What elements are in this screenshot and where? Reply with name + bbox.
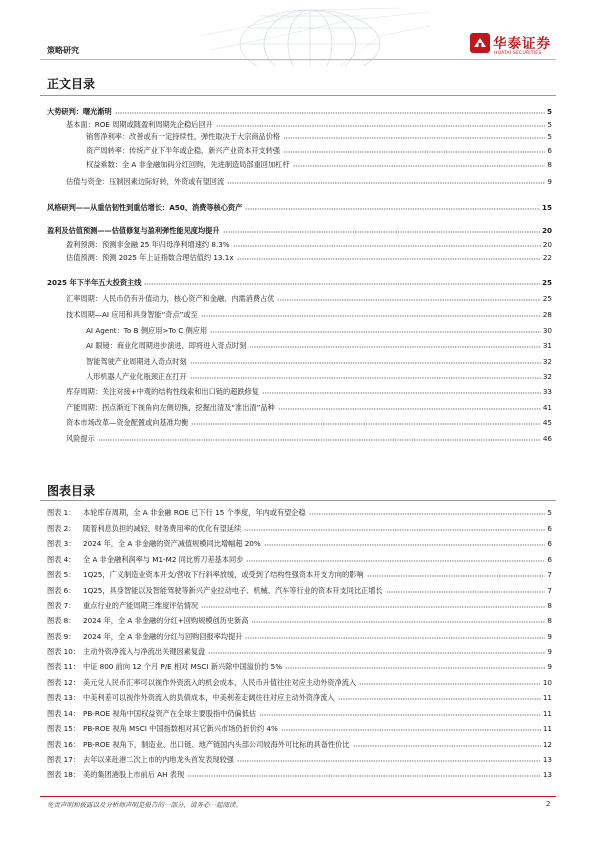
figure-entry[interactable] [47, 629, 552, 641]
figure-page: 9 [547, 647, 552, 656]
toc-entry[interactable] [66, 415, 552, 427]
figure-caption: 1Q25，具身智能以及智能驾驶等新兴产业拉动电子、机械、汽车等行业的资本开支同比正增长 [83, 586, 383, 595]
logo-name-en: HUATAI SECURITIES [494, 51, 542, 56]
toc-leader-dots [277, 299, 540, 301]
figure-number: 图表 13： [47, 693, 80, 702]
figure-caption: PB-ROE 视角下，制造业、出口链、地产链国内头部公司较海外可比标的具备性价比 [83, 740, 350, 749]
figure-page: 9 [547, 632, 552, 641]
toc-entry-page: 22 [542, 253, 552, 262]
toc-entry-page: 5 [547, 120, 552, 129]
figure-page: 8 [547, 601, 552, 610]
toc-leader-dots [201, 315, 541, 317]
figure-page: 10 [542, 678, 552, 687]
toc-leader-dots [249, 346, 541, 348]
figure-leader-dots [264, 544, 546, 546]
figure-page: 13 [542, 770, 552, 779]
toc-entry-label: 人形机器人产业化瓶颈正在打开 [86, 372, 187, 381]
figure-leader-dots [244, 529, 545, 531]
figure-page: 6 [547, 539, 552, 548]
figure-entry[interactable] [47, 690, 552, 702]
toc-entry-page: 41 [542, 403, 552, 412]
figure-page: 12 [542, 740, 552, 749]
figure-leader-dots [246, 560, 545, 562]
figure-number: 图表 4： [47, 555, 76, 564]
figure-number: 图表 15： [47, 724, 80, 733]
figure-page: 7 [547, 586, 552, 595]
logo-mark-icon [470, 33, 490, 53]
figure-caption: 2024 年，全 A 非金融的分红+回购规模创历史新高 [83, 616, 249, 625]
figure-page: 13 [542, 755, 552, 764]
toc-entry[interactable] [66, 117, 552, 129]
figure-number: 图表 14： [47, 709, 80, 718]
figure-caption: 随着利息负担的减轻，财务费用率的优化有望延续 [83, 524, 242, 533]
figure-page: 11 [542, 709, 552, 718]
toc-leader-dots [190, 362, 541, 364]
toc-entry-label: 汇率周期：人民币仍有升值动力，核心资产和金融、内需消费占优 [66, 294, 275, 303]
toc-leader-dots [293, 165, 546, 167]
figure-caption: 1Q25，广义制造业资本开支/营收下行斜率放缓，或受到了结构性强资本开支方向的影响 [83, 570, 364, 579]
toc-entry-label: 产能周期：拐点渐近下视角向左侧切换，挖掘出清及“准出清”品种 [66, 403, 275, 412]
figure-leader-dots [359, 683, 541, 685]
toc-entry[interactable] [47, 223, 552, 235]
figure-leader-dots [201, 606, 545, 608]
figure-leader-dots [259, 714, 541, 716]
toc-entry-label: 盈利及估值预测——估值修复与盈利弹性能见度均提升 [47, 226, 220, 235]
figure-entry[interactable] [47, 706, 552, 718]
toc-entry-page: 30 [542, 326, 552, 335]
figure-number: 图表 3： [47, 539, 76, 548]
globe-watermark [200, 6, 430, 66]
figure-entry[interactable] [47, 552, 552, 564]
toc-entry[interactable] [86, 129, 552, 141]
toc-entry-page: 15 [541, 203, 552, 212]
toc-entry-label: 库存周期：关注对接+中观的结构性线索和出口链的超跌修复 [66, 387, 259, 396]
toc-leader-dots [245, 208, 540, 210]
figure-leader-dots [353, 745, 541, 747]
toc-entry[interactable] [86, 338, 552, 350]
figure-leader-dots [251, 621, 545, 623]
figure-caption: 美元兑人民币汇率可以视作外资流入的机会成本，人民币升值往往对应主动外资净流入 [83, 678, 357, 687]
toc-entry-label: 2025 年下半年五大投资主线 [47, 278, 142, 287]
toc-leader-dots [210, 331, 541, 333]
figure-page: 11 [542, 724, 552, 733]
toc-entry-label: 权益乘数：全 A 非金融加码分红回购，先进制造局部重回加杠杆 [86, 160, 290, 169]
figure-number: 图表 17： [47, 755, 80, 764]
toc-entry-page: 25 [541, 278, 552, 287]
figure-leader-dots [245, 637, 545, 639]
figure-number: 图表 18： [47, 770, 80, 779]
figure-leader-dots [367, 575, 546, 577]
figure-entry[interactable] [47, 521, 552, 533]
figures-title-rule [40, 500, 556, 501]
figure-number: 图表 2： [47, 524, 76, 533]
toc-title: 正文目录 [47, 77, 96, 91]
toc-entry-label: 资本市场改革—资金配置或向基准均衡 [66, 418, 189, 427]
toc-leader-dots [283, 137, 545, 139]
figure-page: 8 [547, 616, 552, 625]
figure-entry[interactable] [47, 644, 552, 656]
figure-number: 图表 5： [47, 570, 76, 579]
footer-disclaimer: 免责声明和披露以及分析师声明是报告的一部分，请务必一起阅读。 [47, 801, 242, 809]
toc-entry[interactable] [66, 400, 552, 412]
toc-leader-dots [98, 439, 541, 441]
toc-entry-label: 智能驾驶产业周期进入奇点时刻 [86, 357, 187, 366]
figure-entry[interactable] [47, 752, 552, 764]
figure-number: 图表 16： [47, 740, 80, 749]
toc-entry[interactable] [66, 237, 552, 249]
figure-entry[interactable] [47, 659, 552, 671]
toc-leader-dots [190, 377, 541, 379]
figure-entry[interactable] [47, 737, 552, 749]
figure-entry[interactable] [47, 598, 552, 610]
toc-entry[interactable] [47, 275, 552, 287]
toc-entry-label: AI 眼镜：商业化周期进步演进，即将进入奇点时刻 [86, 341, 247, 350]
toc-entry[interactable] [66, 291, 552, 303]
toc-entry-label: 技术周期—AI 应用和具身智能“奇点”或至 [66, 310, 198, 319]
figure-entry[interactable] [47, 567, 552, 579]
huatai-logo [470, 31, 555, 61]
toc-entry-page: 45 [542, 418, 552, 427]
page-number: 2 [546, 800, 551, 808]
toc-entry[interactable] [86, 323, 552, 335]
toc-leader-dots [283, 151, 545, 153]
figure-caption: 中美利差可以视作外资流入的负债成本，中美利差走阔往往对应主动外资净流入 [83, 693, 335, 702]
toc-entry-page: 25 [542, 294, 552, 303]
figure-leader-dots [285, 667, 545, 669]
figure-number: 图表 6： [47, 586, 76, 595]
toc-entry-label: 盈利预测：预测非金融 25 年归母净利增速约 8.3% [66, 240, 230, 249]
toc-entry[interactable] [86, 143, 552, 155]
toc-entry[interactable] [66, 431, 552, 443]
figure-entry[interactable] [47, 721, 552, 733]
toc-leader-dots [262, 392, 541, 394]
figure-caption: 美的集团港股上市前后 AH 表现 [83, 770, 185, 779]
toc-entry-page: 32 [542, 372, 552, 381]
toc-entry-page: 33 [542, 387, 552, 396]
toc-entry-page: 6 [547, 146, 552, 155]
figure-leader-dots [338, 698, 541, 700]
toc-entry[interactable] [47, 104, 552, 116]
toc-entry-page: 9 [547, 177, 552, 186]
toc-entry[interactable] [86, 369, 552, 381]
figure-page: 11 [542, 693, 552, 702]
toc-entry-page: 5 [547, 132, 552, 141]
header-rule [40, 59, 556, 60]
toc-entry-page: 5 [546, 107, 552, 116]
figure-number: 图表 10： [47, 647, 80, 656]
toc-leader-dots [144, 283, 540, 285]
toc-entry-page: 20 [541, 226, 552, 235]
figure-number: 图表 8： [47, 616, 76, 625]
figure-page: 9 [547, 662, 552, 671]
figure-entry[interactable] [47, 536, 552, 548]
figure-leader-dots [309, 513, 546, 515]
toc-entry-label: 估值与资金：压制因素边际好转，外资或有望回流 [66, 177, 225, 186]
figure-caption: PB-ROE 视角 MSCI 中国指数相对其它新兴市场仍折价约 4% [83, 724, 278, 733]
toc-leader-dots [233, 245, 541, 247]
figure-entry[interactable] [47, 583, 552, 595]
figure-page: 7 [547, 570, 552, 579]
toc-entry-page: 20 [542, 240, 552, 249]
figure-caption: 中证 800 前向 12 个月 P/E 相对 MSCI 新兴除中国溢价约 5% [83, 662, 283, 671]
figure-entry[interactable] [47, 613, 552, 625]
toc-entry[interactable] [66, 307, 552, 319]
footer-rule [40, 796, 556, 797]
figure-page: 5 [547, 508, 552, 517]
figure-caption: 重点行业的产能周期三维度评估情况 [83, 601, 199, 610]
toc-leader-dots [115, 112, 545, 114]
toc-leader-dots [237, 258, 541, 260]
toc-entry[interactable] [86, 157, 552, 169]
toc-entry-label: 估值预测：预测 2025 年上证指数合理估值约 13.1x [66, 253, 234, 262]
figure-caption: 2024 年，全 A 非金融的分红与回购回报率均提升 [83, 632, 243, 641]
figure-entry[interactable] [47, 505, 552, 517]
toc-entry-page: 28 [542, 310, 552, 319]
figure-leader-dots [208, 652, 545, 654]
toc-leader-dots [227, 182, 545, 184]
figure-leader-dots [237, 760, 541, 762]
toc-entry[interactable] [66, 250, 552, 262]
toc-title-rule [40, 95, 556, 96]
toc-leader-dots [216, 125, 546, 127]
figures-title: 图表目录 [47, 484, 96, 498]
toc-leader-dots [191, 423, 541, 425]
figure-leader-dots [187, 775, 541, 777]
figure-leader-dots [386, 591, 546, 593]
toc-entry[interactable] [66, 384, 552, 396]
figure-caption: 2024 年，全 A 非金融的资产减值规模同比增幅超 20% [83, 539, 261, 548]
figure-number: 图表 12： [47, 678, 80, 687]
toc-entry-page: 8 [547, 160, 552, 169]
toc-entry-label: AI Agent：To B 侧应用>To C 侧应用 [86, 326, 208, 335]
toc-entry-label: 销售净利率：改善或有一定持续性，弹性取决于大宗商品价格 [86, 132, 281, 141]
toc-entry-label: 资产周转率：传统产业下半年或企稳，新兴产业资本开支转强 [86, 146, 281, 155]
figure-number: 图表 11： [47, 662, 80, 671]
toc-entry[interactable] [86, 354, 552, 366]
figure-caption: PB-ROE 视角中国权益资产在全球主要股指中仍偏低估 [83, 709, 257, 718]
toc-entry-page: 32 [542, 357, 552, 366]
toc-entry[interactable] [47, 200, 552, 212]
figure-number: 图表 1： [47, 508, 76, 517]
toc-leader-dots [223, 231, 540, 233]
toc-entry[interactable] [66, 174, 552, 186]
figure-leader-dots [281, 729, 541, 731]
toc-entry-page: 31 [542, 341, 552, 350]
toc-entry-label: 风格研判——从重估韧性到重估增长：A50、消费等核心资产 [47, 203, 243, 212]
figure-page: 6 [547, 524, 552, 533]
figure-entry[interactable] [47, 767, 552, 779]
toc-entry-label: 大势研判：曙光渐明 [47, 107, 112, 116]
figure-number: 图表 7： [47, 601, 76, 610]
figure-caption: 本轮库存周期，全 A 非金融 ROE 已下行 15 个季度，年内或有望企稳 [83, 508, 306, 517]
report-category: 策略研究 [47, 46, 79, 55]
figure-number: 图表 9： [47, 632, 76, 641]
toc-entry-page: 46 [542, 434, 552, 443]
toc-leader-dots [278, 408, 541, 410]
toc-entry-label: 基本面：ROE 周期或随盈利周期先企稳后回升 [66, 120, 213, 129]
figure-caption: 全 A 非金融利润率与 M1-M2 同比剪刀差基本同步 [83, 555, 244, 564]
toc-entry-label: 风险提示 [66, 434, 95, 443]
figure-caption: 去年以来赴港二次上市的内地龙头首发表现较强 [83, 755, 234, 764]
figure-page: 6 [547, 555, 552, 564]
figure-caption: 主动外资净流入与净流出关键因素复盘 [83, 647, 206, 656]
figure-entry[interactable] [47, 675, 552, 687]
logo-name-cn: 华泰证券 [493, 36, 551, 52]
